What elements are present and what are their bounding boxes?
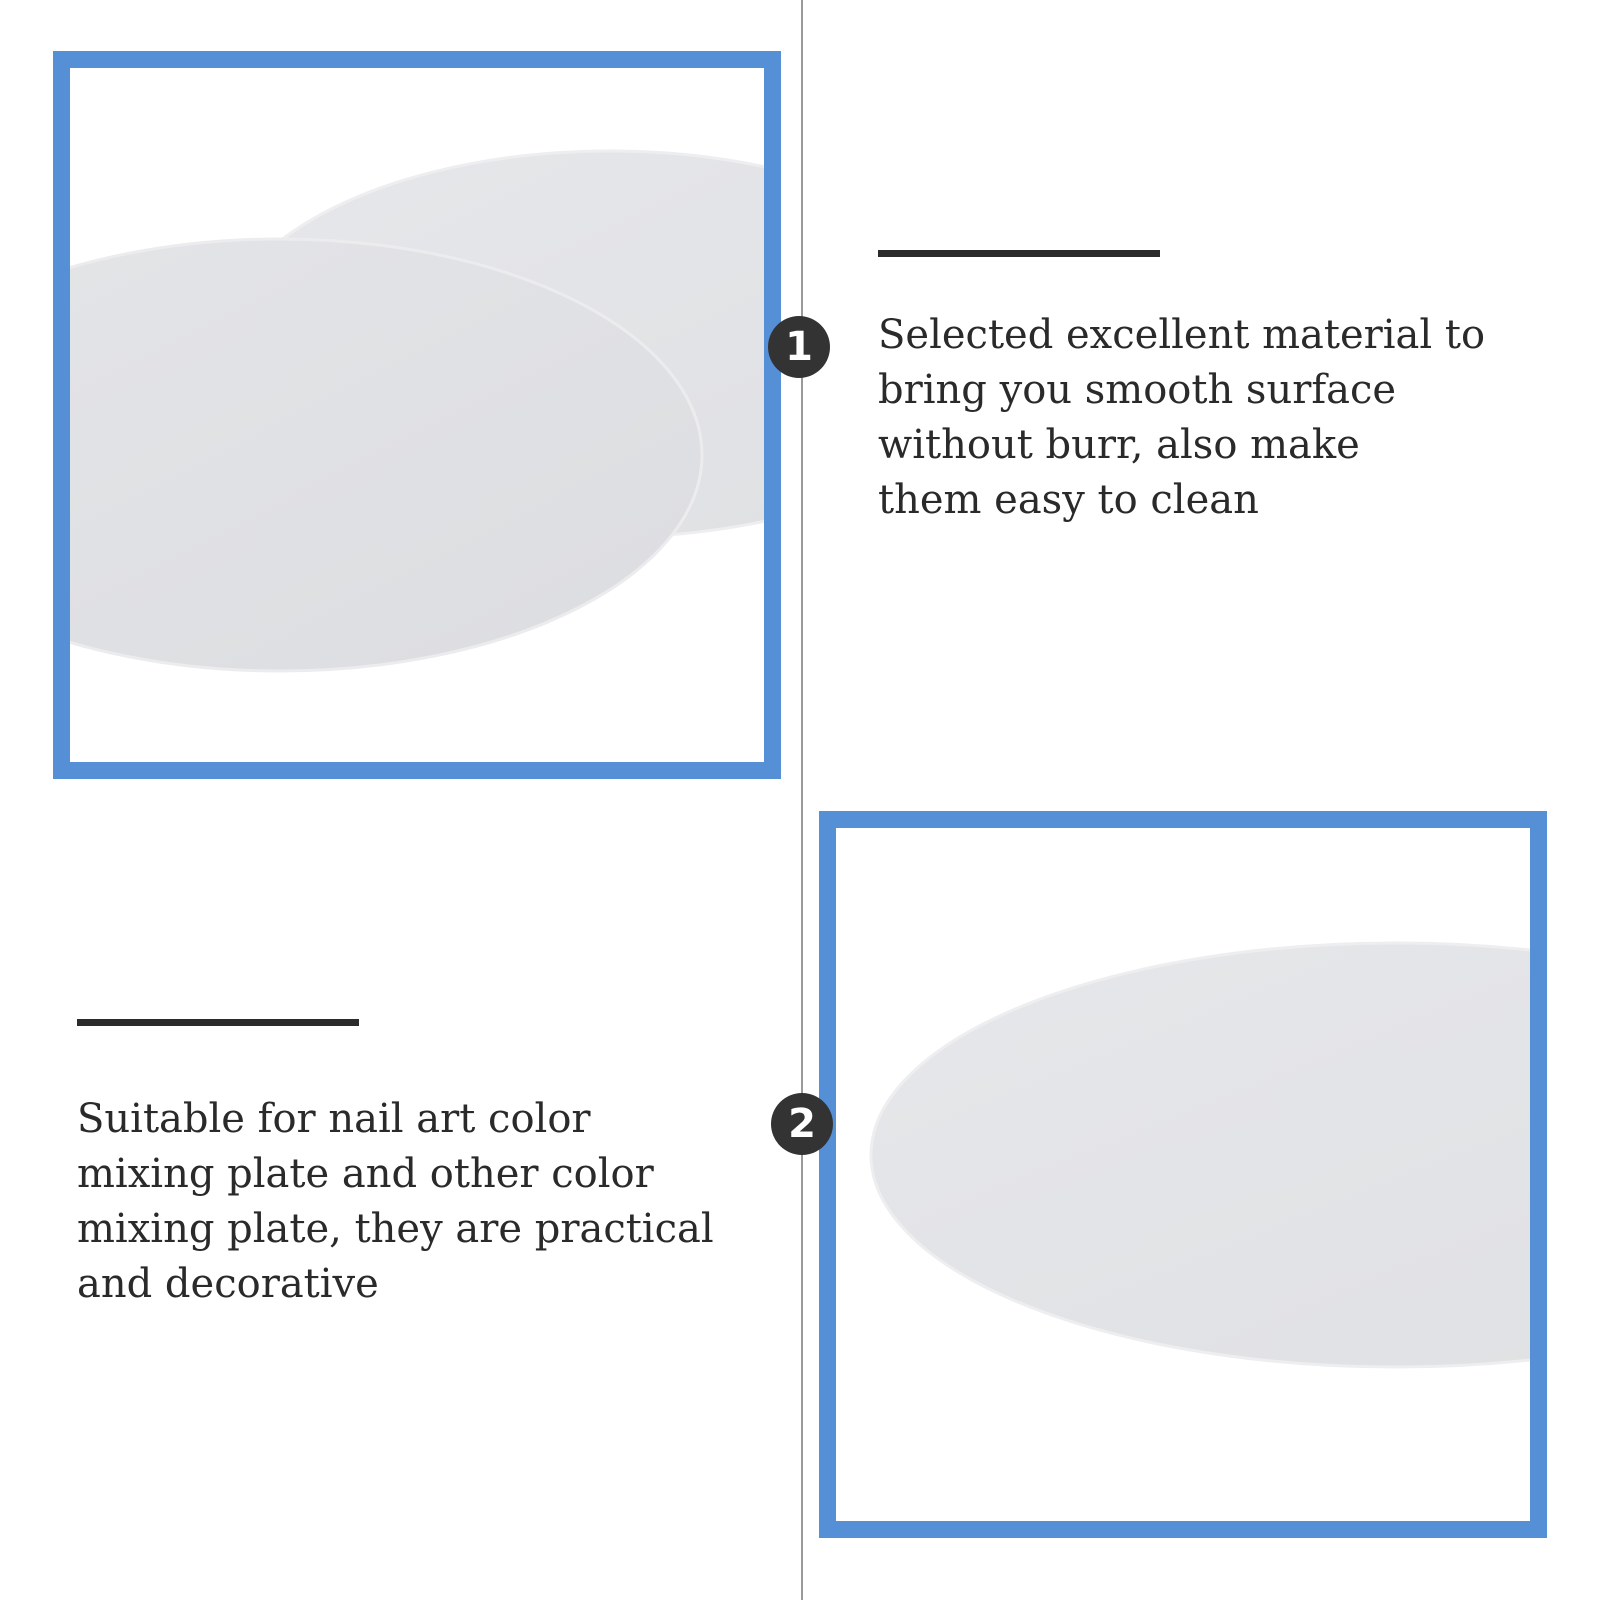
feature-1-line: without burr, also make	[878, 422, 1360, 468]
plate	[871, 943, 1530, 1367]
feature-1-line: Selected excellent material to	[878, 312, 1486, 358]
feature-2-image-frame	[819, 811, 1547, 1538]
white-round-plate-photo	[836, 828, 1530, 1521]
feature-1-line: bring you smooth surface	[878, 367, 1397, 413]
feature-2-line: mixing plate, they are practical	[77, 1206, 714, 1252]
feature-2-accent-rule	[77, 1019, 359, 1026]
feature-1-image-frame	[53, 51, 781, 779]
step-2-marker: 2	[771, 1093, 833, 1155]
feature-1-description	[878, 308, 1485, 528]
center-divider	[801, 0, 803, 1600]
feature-2-line: mixing plate and other color	[77, 1151, 654, 1197]
feature-2-line: and decorative	[77, 1261, 379, 1307]
feature-2-line: Suitable for nail art color	[77, 1096, 591, 1142]
feature-1-accent-rule	[878, 250, 1160, 257]
feature-2-description	[77, 1092, 714, 1312]
step-1-marker: 1	[768, 316, 830, 378]
feature-1-line: them easy to clean	[878, 477, 1259, 523]
white-round-plates-photo	[70, 68, 764, 762]
